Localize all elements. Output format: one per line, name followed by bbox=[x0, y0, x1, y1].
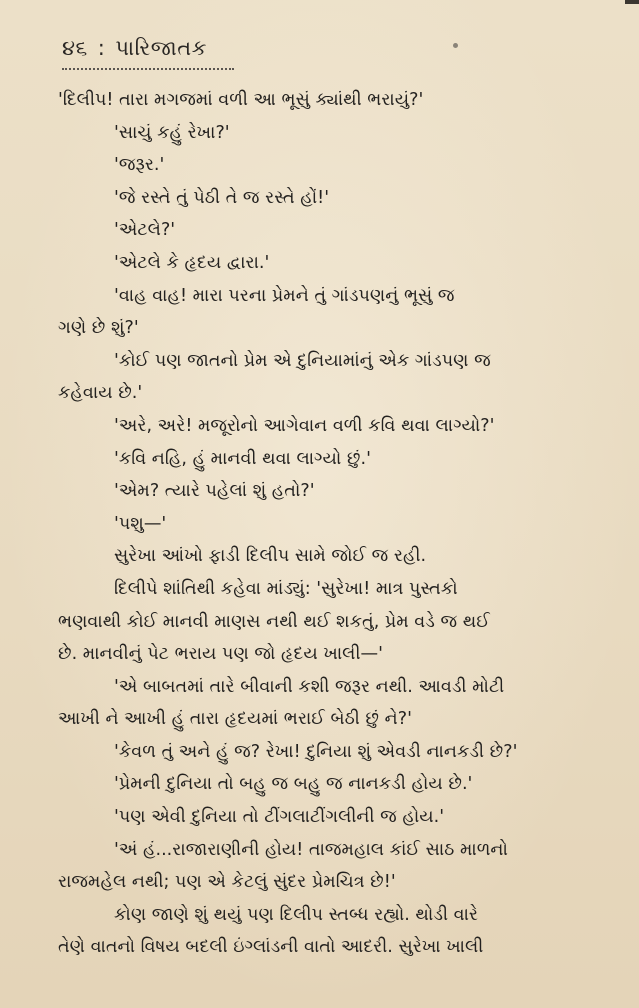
text-line: 'પણ એવી દુનિયા તો ટીંગલાટીંગલીની જ હોય.' bbox=[114, 807, 445, 828]
text-line: 'પશુ—' bbox=[114, 513, 167, 534]
page-number: ૪૬ bbox=[62, 36, 88, 60]
text-line: 'એટલે?' bbox=[114, 220, 176, 241]
header-underline bbox=[62, 62, 234, 70]
text-line: સુરેખા આંખો ફાડી દિલીપ સામે જોઈ જ રહી. bbox=[114, 546, 427, 567]
text-line: રાજમહેલ નથી; પણ એ કેટલું સુંદર પ્રેમચિત્ર છે!' bbox=[58, 872, 396, 893]
text-line: 'જે રસ્તે તું પેઠી તે જ રસ્તે હોં!' bbox=[114, 187, 330, 208]
text-line: 'દિલીપ! તારા મગજમાં વળી આ ભૂસું ક્યાંથી ભરાયું?' bbox=[58, 90, 424, 110]
text-line: ગણે છે શું?' bbox=[58, 318, 139, 339]
text-line: 'કોઈ પણ જાતનો પ્રેમ એ દુનિયામાંનું એક ગાંડપણ જ bbox=[114, 350, 491, 371]
book-title: પારિજાતક bbox=[115, 36, 207, 60]
text-line: આખી ને આખી હું તારા હૃદયમાં ભરાઈ બેઠી છું ને?' bbox=[58, 709, 412, 730]
text-line: 'કેવળ તું અને હું જ? રેખા! દુનિયા શું એવડી નાનકડી છે?' bbox=[114, 741, 518, 762]
header-separator: : bbox=[97, 36, 106, 60]
text-line: 'એ બાબતમાં તારે બીવાની કશી જરૂર નથી. આવડી મોટી bbox=[114, 676, 505, 697]
body-text bbox=[58, 84, 586, 964]
ink-dot bbox=[453, 43, 458, 48]
text-line: ભણવાથી કોઈ માનવી માણસ નથી થઈ શકતું, પ્રેમ વડે જ થઈ bbox=[58, 611, 490, 632]
text-line: તેણે વાતનો વિષય બદલી ઇંગ્લાંડની વાતો આદરી. સુરેખા ખાલી bbox=[58, 937, 484, 958]
text-line: દિલીપે શાંતિથી કહેવા માંડ્યું: 'સુરેખા! માત્ર પુસ્તકો bbox=[114, 578, 458, 599]
text-line: 'અરે, અરે! મજૂરોનો આગેવાન વળી કવિ થવા લાગ્યો?' bbox=[114, 415, 495, 436]
text-line: 'અં હં...રાજારાણીની હોય! તાજમહાલ કાંઈ સાઠ માળનો bbox=[114, 839, 508, 860]
text-line: 'જરૂર.' bbox=[114, 155, 165, 176]
text-line: છે. માનવીનું પેટ ભરાય પણ જો હૃદય ખાલી—' bbox=[58, 644, 383, 665]
text-line: 'કવિ નહિ, હું માનવી થવા લાગ્યો છું.' bbox=[114, 448, 371, 469]
text-line: કોણ જાણે શું થયું પણ દિલીપ સ્તબ્ધ રહ્યો. થોડી વારે bbox=[114, 904, 478, 925]
text-line: 'સાચું કહું રેખા?' bbox=[114, 122, 230, 143]
text-line: 'એમ? ત્યારે પહેલાં શું હતો?' bbox=[114, 481, 315, 502]
text-line: કહેવાય છે.' bbox=[58, 383, 143, 404]
text-line: 'વાહ વાહ! મારા પરના પ્રેમને તું ગાંડપણનું ભૂસું જ bbox=[114, 285, 455, 306]
text-line: 'પ્રેમની દુનિયા તો બહુ જ બહુ જ નાનકડી હોય છે.' bbox=[114, 774, 473, 795]
page-edge-mark bbox=[625, 0, 639, 4]
page-header bbox=[62, 36, 207, 61]
text-line: 'એટલે કે હૃદય દ્વારા.' bbox=[114, 252, 270, 273]
